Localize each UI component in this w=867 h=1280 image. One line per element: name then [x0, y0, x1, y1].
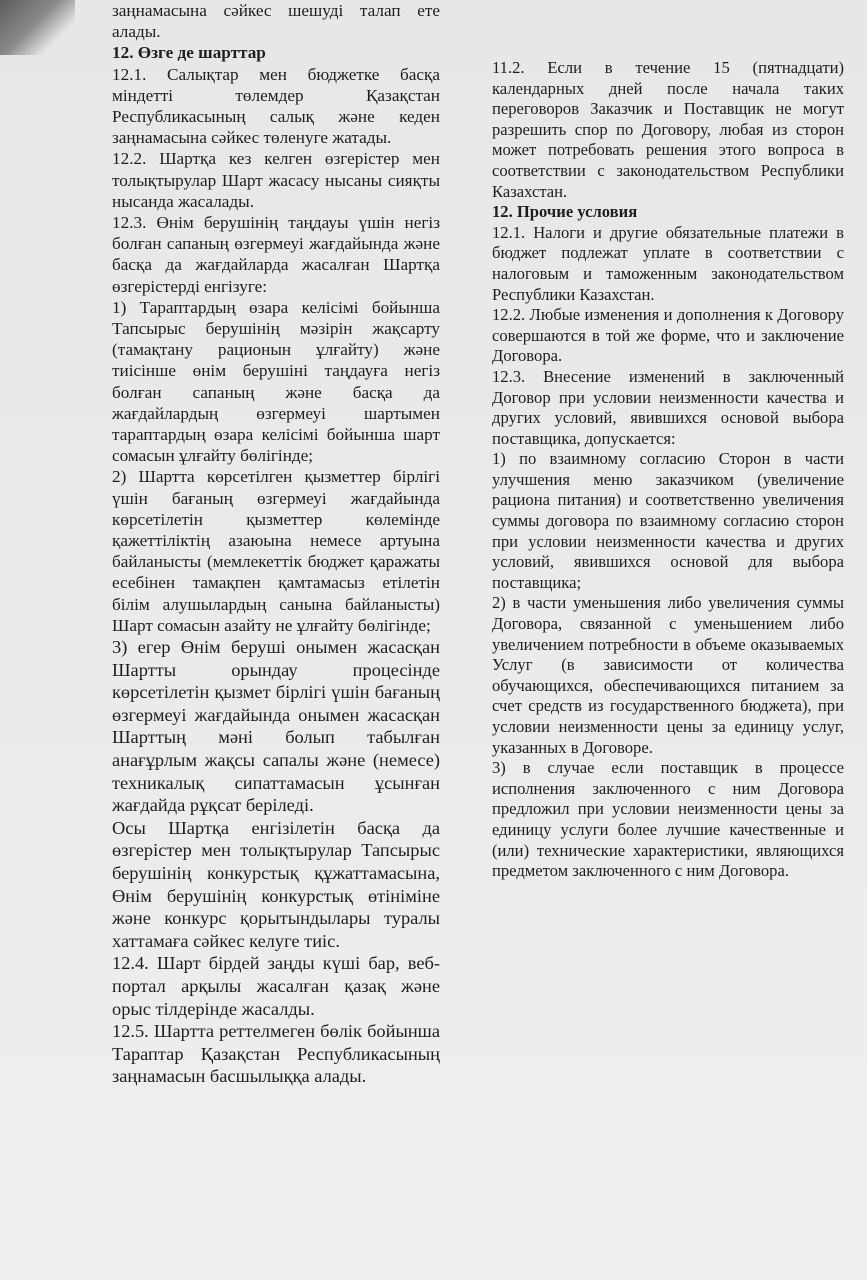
- clause-12-1-kk: 12.1. Салықтар мен бюджетке басқа міндетті төлемдер Қазақстан Республикасының салық және кеден заңнамасына сәйкес төленуге жатады.: [112, 64, 440, 148]
- clause-12-3-item-2-kk: 2) Шартта көрсетілген қызметтер бірлігі үшін бағаның өзгермеуі жағдайында көрсетілетін қызметтер көлемінде қажеттіліктің азаюына немесе артуына байланысты (мемлекеттік бюджет қаражаты есебінен тамақпен қамтамасыз етілетін білім алушылардың санына байланысты) Шарт сомасын азайту не ұлғайту бөлігінде;: [112, 467, 440, 635]
- page-corner-shadow: [0, 0, 75, 55]
- russian-column: [492, 58, 844, 882]
- other-changes-kk: Осы Шартқа енгізілетін басқа да өзгерістер мен толықтырулар Тапсырыс берушінің конкурстық құжаттамасына, Өнім берушінің конкурстық өтініміне және конкурс қорытындылары туралы хаттамаға сәйкес келуге тиіс.: [112, 817, 440, 951]
- kazakh-column: [112, 0, 440, 1088]
- clause-12-1-ru: 12.1. Налоги и другие обязательные платежи в бюджет подлежат уплате в соответствии с налоговым и таможенным законодательством Республики Казахстан.: [492, 222, 844, 304]
- clause-12-2-kk: 12.2. Шартқа кез келген өзгерістер мен толықтырулар Шарт жасасу нысаны сияқты нысанда жасалады.: [112, 149, 440, 211]
- clause-12-3-item-1-ru: 1) по взаимному согласию Сторон в части улучшения меню заказчиком (увеличение рациона питания) и соответственно увеличения суммы договора по взаимному согласию сторон при условии неизменности качества и других условий, явившихся основой для выбора поставщика;: [492, 449, 844, 592]
- clause-11-2-ru: 11.2. Если в течение 15 (пятнадцати) календарных дней после начала таких переговоров Заказчик и Поставщик не могут разрешить спор по Договору, любая из сторон может потребовать решения этого вопроса в соответствии с законодательством Республики Казахстан.: [492, 58, 844, 201]
- clause-12-3-item-1-kk: 1) Тараптардың өзара келісімі бойынша Тапсырыс берушінің мәзірін жақсарту (тамақтану рационын ұлғайту) және тиісінше өнім берушіні таңдауға негіз болған сапаның және басқа да жағдайлардың өзгермеуі шартымен тараптардың өзара келісімі бойынша шарт сомасын ұлғайту бөлігінде;: [112, 297, 440, 466]
- clause-12-4-kk: 12.4. Шарт бірдей заңды күші бар, веб-портал арқылы жасалған қазақ және орыс тілдерінде жасалды.: [112, 953, 440, 1019]
- clause-12-3-item-2-ru: 2) в части уменьшения либо увеличения суммы Договора, связанной с уменьшением либо увеличением потребности в объеме оказываемых Услуг (в зависимости от количества обучающихся, обеспечивающихся питанием за счет средств из государственного бюджета), при условии неизменности цены за единицу услуг, указанных в Договоре.: [492, 593, 844, 757]
- clause-12-3-kk: 12.3. Өнім берушінің таңдауы үшін негіз болған сапаның өзгермеуі жағдайында және басқа да жағдайларда жасалған Шартқа өзгерістерді енгізуге:: [112, 213, 440, 296]
- carryover-text: заңнамасына сәйкес шешуді талап ете алады.: [112, 1, 440, 42]
- clause-12-5-kk: 12.5. Шартта реттелмеген бөлік бойынша Тараптар Қазақстан Республикасының заңнамасын басшылыққа алады.: [112, 1021, 440, 1087]
- clause-12-3-item-3-kk: 3) егер Өнім беруші онымен жасасқан Шартты орындау процесінде көрсетілетін қызмет бірлігі үшін бағаның өзгермеуі жағдайында онымен жасасқан Шарттың мәні болып табылған анағұрлым жақсы сапалы және (немесе) техникалық сипаттамасын ұсынған жағдайда рұқсат беріледі.: [112, 637, 440, 816]
- section-heading-kk: 12. Өзге де шарттар: [112, 43, 266, 63]
- section-heading-ru: 12. Прочие условия: [492, 202, 638, 222]
- clause-12-2-ru: 12.2. Любые изменения и дополнения к Договору совершаются в той же форме, что и заключение Договора.: [492, 305, 844, 366]
- clause-12-3-item-3-ru: 3) в случае если поставщик в процессе исполнения заключенного с ним Договора предложил при условии неизменности цены за единицу услуги более лучшие качественные и (или) технические характеристики, являющихся предметом заключенного с ним Договора.: [492, 758, 844, 881]
- clause-12-3-ru: 12.3. Внесение изменений в заключенный Договор при условии неизменности качества и других условий, явившихся основой выбора поставщика, допускается:: [492, 366, 844, 448]
